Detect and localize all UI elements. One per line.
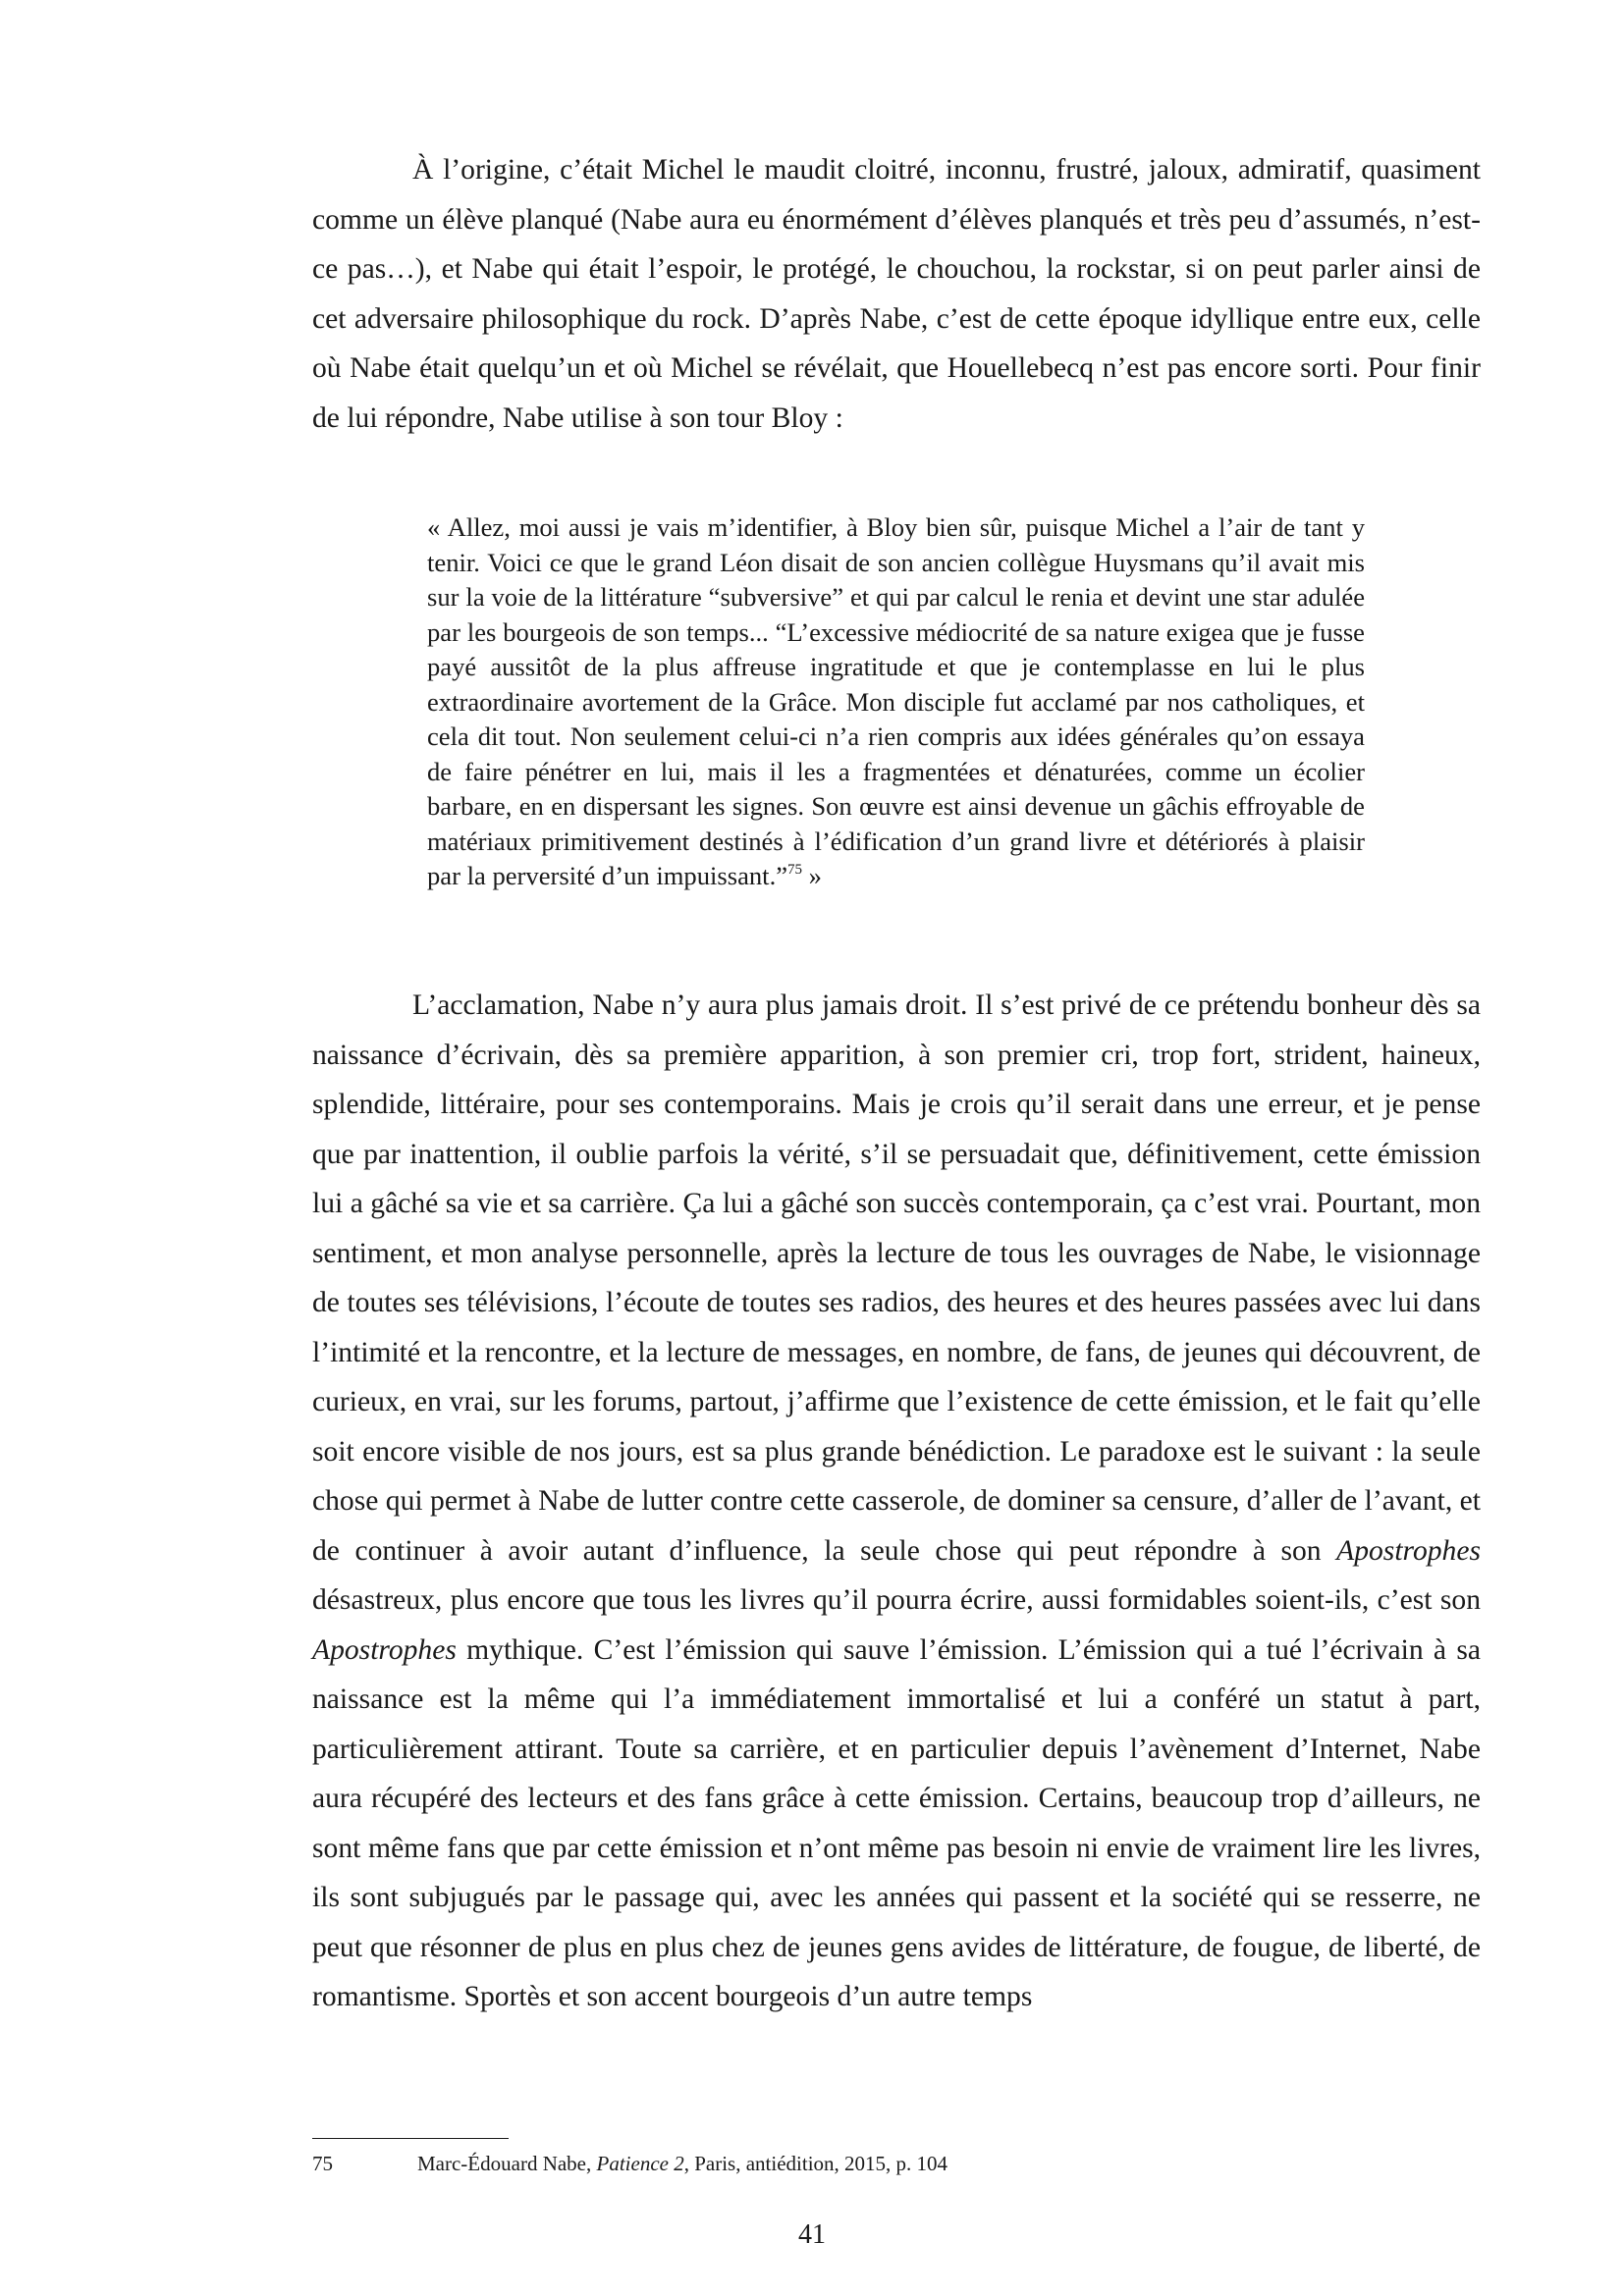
paragraph-1-text: À l’origine, c’était Michel le maudit cloitré, inconnu, frustré, jaloux, admiratif, quasiment comme un élève planqué (Nabe aura eu énormément d’élèves planqués et très peu d’assumés, n’est-ce pas…), et Nabe qui était l’espoir, le protégé, le chouchou, la rockstar, si on peut parler ainsi de cet adversaire philosophique du rock. D’après Nabe, c’est de cette époque idyllique entre eux, celle où Nabe était quelqu’un et où Michel se révélait, que Houellebecq n’est pas encore sorti. Pour finir de lui répondre, Nabe utilise à son tour Bloy : bbox=[312, 154, 1481, 434]
quote-footnote-ref[interactable]: 75 bbox=[787, 862, 803, 878]
footnote-author: Marc-Édouard Nabe, bbox=[417, 2152, 597, 2175]
page-number: 41 bbox=[798, 2219, 826, 2250]
quote-text: « Allez, moi aussi je vais m’identifier, à Bloy bien sûr, puisque Michel a l’air de tant y tenir. Voici ce que le grand Léon disait de son ancien collègue Huysmans qu’il avait mis sur la voie de la littérature “subversive” et qui par calcul le renia et devint une star adulée par les bourgeois de son temps... “L’excessive médiocrité de sa nature exigea que je fusse payé aussitôt de la plus affreuse ingratitude et que je contemplasse en lui le plus extraordinaire avortement de la Grâce. Mon disciple fut acclamé par nos catholiques, et cela dit tout. Non seulement celui-ci n’a rien compris aux idées générales qu’on essaya de faire pénétrer en lui, mais il les a fragmentées et dénaturées, comme un écolier barbare, en en dispersant les signes. Son œuvre est ainsi devenue un gâchis effroyable de matériaux primitivement destinés à l’édification d’un grand livre et détériorés à plaisir par la perversité d’un impuissant.” bbox=[427, 512, 1365, 890]
paragraph-2-part-2: désastreux, plus encore que tous les livres qu’il pourra écrire, aussi formidables soient-ils, c’est son bbox=[312, 1584, 1481, 1616]
paragraph-2-part-1: L’acclamation, Nabe n’y aura plus jamais droit. Il s’est privé de ce prétendu bonheur dès sa naissance d’écrivain, dès sa première apparition, à son premier cri, trop fort, strident, haineux, splendide, littéraire, pour ses contemporains. Mais je crois qu’il serait dans une erreur, et je pense que par inattention, il oublie parfois la vérité, s’il se persuadait que, définitivement, cette émission lui a gâché sa vie et sa carrière. Ça lui a gâché son succès contemporain, ça c’est vrai. Pourtant, mon sentiment, et mon analyse personnelle, après la lecture de tous les ouvrages de Nabe, le visionnage de toutes ses télévisions, l’écoute de toutes ses radios, des heures et des heures passées avec lui dans l’intimité et la rencontre, et la lecture de messages, en nombre, de fans, de jeunes qui découvrent, de curieux, en vrai, sur les forums, partout, j’affirme que l’existence de cette émission, et le fait qu’elle soit encore visible de nos jours, est sa plus grande bénédiction. Le paradoxe est le suivant : la seule chose qui permet à Nabe de lutter contre cette casserole, de dominer sa censure, d’aller de l’avant, et de continuer à avoir autant d’influence, la seule chose qui peut répondre à son bbox=[312, 989, 1481, 1567]
italic-apostrophes-2: Apostrophes bbox=[312, 1633, 457, 1666]
paragraph-2-text bbox=[312, 981, 1481, 2022]
footnote-title: Patience 2 bbox=[596, 2152, 684, 2175]
italic-apostrophes-1: Apostrophes bbox=[1336, 1534, 1481, 1567]
paragraph-1 bbox=[312, 145, 1481, 443]
footnote-details: , Paris, antiédition, 2015, p. 104 bbox=[683, 2152, 948, 2175]
paragraph-2-part-3: mythique. C’est l’émission qui sauve l’émission. L’émission qui a tué l’écrivain à sa naissance est la même qui l’a immédiatement immortalisé et lui a conféré un statut à part, particulièrement attirant. Toute sa carrière, et en particulier depuis l’avènement d’Internet, Nabe aura récupéré des lecteurs et des fans grâce à cette émission. Certains, beaucoup trop d’ailleurs, ne sont même fans que par cette émission et n’ont même pas besoin ni envie de vraiment lire les livres, ils sont subjugués par le passage qui, avec les années qui passent et la société qui se resserre, ne peut que résonner de plus en plus chez de jeunes gens avides de littérature, de fougue, de liberté, de romantisme. Sportès et son accent bourgeois d’un autre temps bbox=[312, 1633, 1481, 2012]
paragraph-2 bbox=[312, 981, 1481, 2022]
footnote-separator bbox=[312, 2138, 509, 2139]
block-quote bbox=[427, 510, 1365, 894]
footnote-number: 75 bbox=[312, 2152, 333, 2175]
quote-closing: » bbox=[802, 861, 822, 890]
footnote bbox=[312, 2150, 1481, 2177]
